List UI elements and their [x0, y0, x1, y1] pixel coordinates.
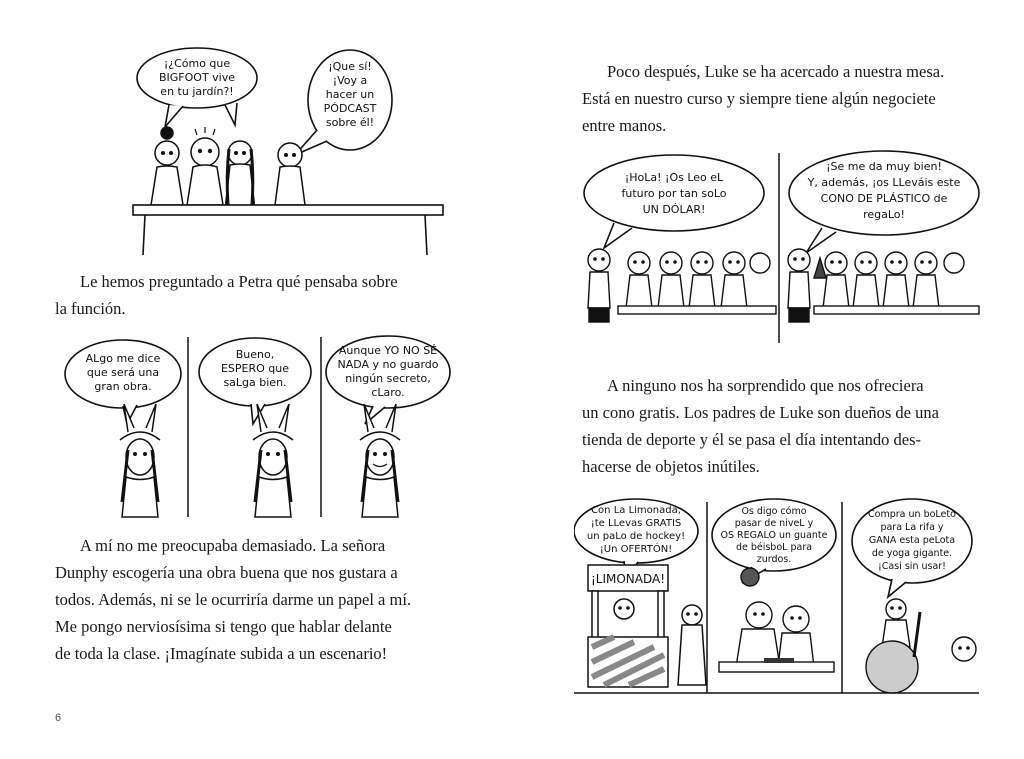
bubble-line: Compra un boLeto: [868, 509, 956, 520]
paragraph: [582, 58, 1002, 139]
bubble-line: ¡Voy a: [332, 74, 368, 87]
bubble-line: cLaro.: [371, 386, 405, 399]
bubble-line: ALgo me dice: [85, 352, 161, 365]
bubble-line: Bueno,: [235, 348, 275, 361]
bubble-line: BIGFOOT vive: [158, 71, 236, 84]
text-line: Me pongo nerviosísima si tengo que hablar delante: [55, 617, 392, 636]
bubble-line: ¡Que sí!: [328, 60, 372, 73]
bubble-line: NADA y no guardo: [337, 358, 439, 371]
text-line: la función.: [55, 299, 126, 318]
paragraph: [55, 268, 455, 322]
bubble-line: Con La Limonada,: [591, 505, 681, 516]
bubble-line: gran obra.: [94, 380, 152, 393]
text-line: entre manos.: [582, 116, 667, 135]
bubble-line: ESPERO que: [220, 362, 290, 375]
bubble-line: CONO DE PLÁSTICO de: [820, 192, 948, 205]
bubble-line: para La rifa y: [880, 522, 944, 533]
bubble-line: zurdos.: [756, 554, 792, 565]
bubble-line: PÓDCAST: [323, 102, 377, 115]
bubble-line: ¡Casi sin usar!: [877, 561, 947, 572]
text-line: hacerse de objetos inútiles.: [582, 457, 760, 476]
bubble-line: Y, además, ¡os LLeváis este: [807, 176, 961, 189]
bubble-line: OS REGALO un guante: [720, 530, 828, 541]
comic-petra: [55, 332, 455, 522]
text-line: de toda la clase. ¡Imagínate subida a un escenario!: [55, 644, 388, 663]
bubble-line: Aunque YO NO SÉ: [338, 344, 438, 357]
bubble-line: saLga bien.: [223, 376, 287, 389]
bubble-line: ¡Un OFERTÓN!: [599, 544, 673, 555]
text-line: Poco después, Luke se ha acercado a nuestra mesa.: [607, 62, 945, 81]
bubble-line: de yoga gigante.: [871, 548, 953, 559]
lemonade-sign: ¡LIMONADA!: [590, 572, 666, 586]
bubble-line: de béisboL para: [735, 542, 813, 553]
comic-luke-fortune: [574, 148, 984, 348]
bubble-line: ¡Se me da muy bien!: [826, 160, 942, 173]
right-page: [512, 0, 1024, 759]
bubble-line: GANA esta peLota: [868, 535, 956, 546]
bubble-line: un paLo de hockey!: [586, 531, 686, 542]
bubble-line: ¡HoLa! ¡Os Leo eL: [624, 171, 724, 184]
bubble-line: ¡te LLevas GRATIS: [590, 518, 682, 529]
text-line: A mí no me preocupaba demasiado. La señora: [80, 536, 386, 555]
text-line: A ninguno nos ha sorprendido que nos ofreciera: [607, 376, 924, 395]
text-line: un cono gratis. Los padres de Luke son dueños de una: [582, 403, 939, 422]
comic-bigfoot: [125, 45, 455, 260]
bubble-line: UN DÓLAR!: [642, 203, 706, 216]
bubble-line: regaLo!: [863, 208, 905, 221]
bubble-line: pasar de niveL y: [734, 518, 814, 529]
bubble-line: en tu jardín?!: [160, 85, 234, 98]
bubble-line: futuro por tan soLo: [621, 187, 727, 200]
paragraph: [55, 532, 465, 667]
bubble-line: sobre él!: [325, 116, 375, 129]
bubble-line: que será una: [86, 366, 160, 379]
text-line: Dunphy escogería una obra buena que nos gustara a: [55, 563, 398, 582]
bubble-line: ningún secreto,: [345, 372, 431, 385]
bubble-line: ¡¿Cómo que: [163, 57, 231, 70]
page-number: 6: [55, 712, 62, 724]
comic-luke-sales: [574, 497, 984, 697]
paragraph: [582, 372, 1002, 480]
text-line: tienda de deporte y él se pasa el día intentando des-: [582, 430, 922, 449]
text-line: Está en nuestro curso y siempre tiene algún negociete: [582, 89, 936, 108]
text-line: todos. Además, ni se le ocurriría darme un papel a mí.: [55, 590, 412, 609]
text-line: Le hemos preguntado a Petra qué pensaba sobre: [80, 272, 398, 291]
bubble-line: Os digo cómo: [741, 506, 807, 517]
bubble-line: hacer un: [325, 88, 375, 101]
